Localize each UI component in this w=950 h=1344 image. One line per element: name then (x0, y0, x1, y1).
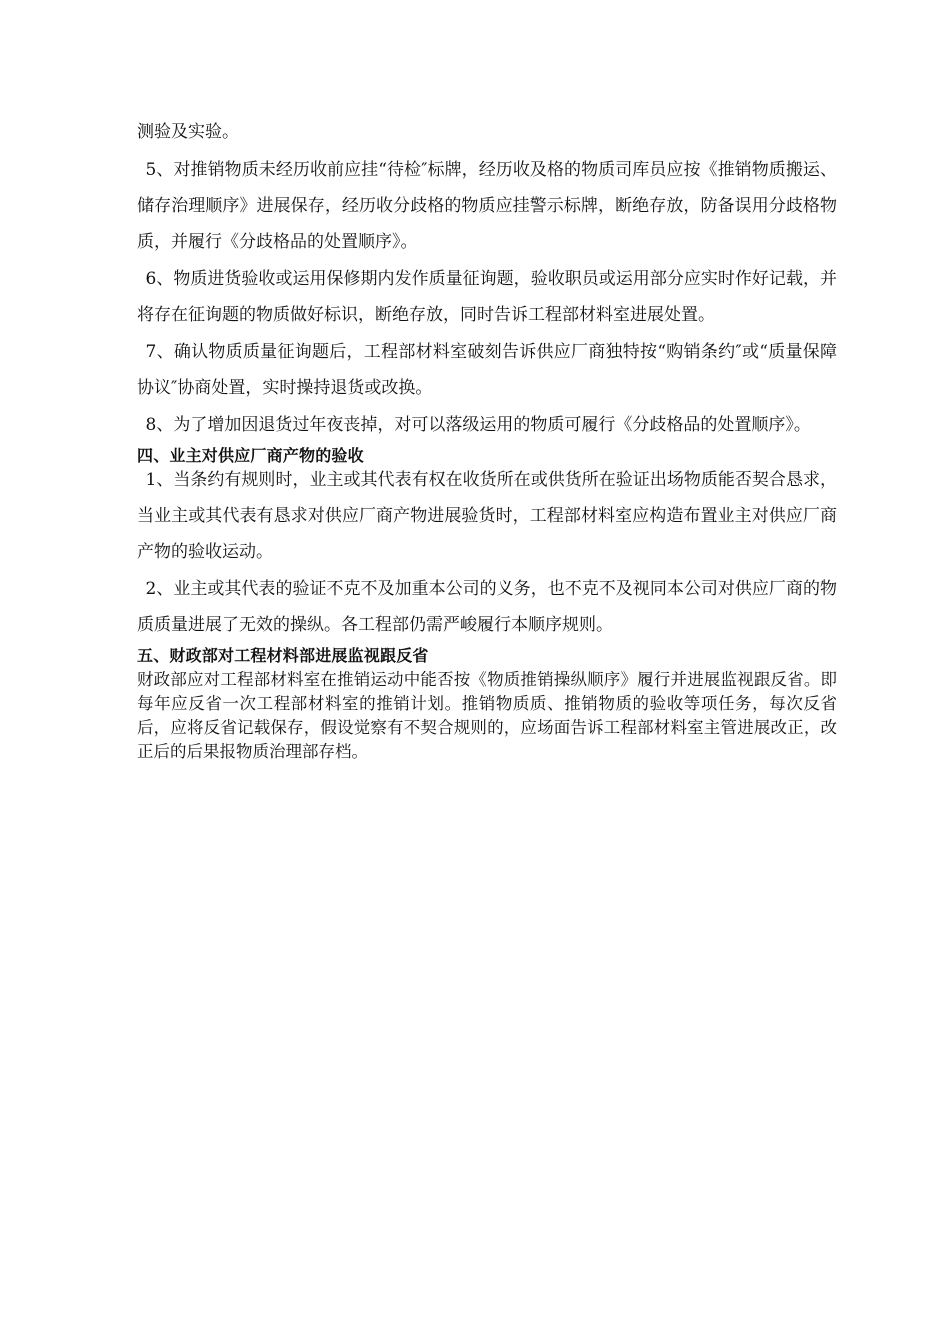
document-body (137, 114, 837, 764)
section5-paragraph: 财政部应对工程部材料室在推销运动中能否按《物质推销操纵顺序》履行并进展监视跟反省。即每年应反省一次工程部材料室的推销计划。推销物质质、推销物质的验收等项任务，每次反省后，应将反省记载保存，假设觉察有不契合规则的，应场面告诉工程部材料室主管进展改正，改正后的后果报物质治理部存档。 (137, 670, 837, 761)
section4-paragraph-2: 2、业主或其代表的验证不克不及加重本公司的义务，也不克不及视同本公司对供应厂商的物质质量进展了无效的操纵。各工程部仍需严峻履行本顺序规则。 (137, 579, 837, 635)
paragraph-continuation: 测验及实验。 (137, 122, 239, 142)
section-heading-5: 五、财政部对工程材料部进展监视跟反省 (137, 646, 429, 665)
paragraph-item-5: 5、对推销物质未经历收前应挂“待检″标牌，经历收及格的物质司库员应按《推销物质搬运、储存治理顺序》进展保存，经历收分歧格的物质应挂警示标牌，断绝存放，防备误用分歧格物质，并履行《分歧格品的处置顺序》。 (137, 160, 837, 252)
section4-paragraph-1: 1、当条约有规则时，业主或其代表有权在收货所在或供货所在验证出场物质能否契合恳求，当业主或其代表有恳求对供应厂商产物进展验货时，工程部材料室应构造布置业主对供应厂商产物的验收运动。 (137, 470, 837, 562)
paragraph-item-6: 6、物质进货验收或运用保修期内发作质量征询题，验收职员或运用部分应实时作好记载，并将存在征询题的物质做好标识，断绝存放，同时告诉工程部材料室进展处置。 (137, 269, 837, 325)
section-heading-4: 四、业主对供应厂商产物的验收 (137, 446, 364, 465)
paragraph-item-8: 8、为了增加因退货过年夜丧掉，对可以落级运用的物质可履行《分歧格品的处置顺序》。 (145, 415, 811, 435)
paragraph-item-7: 7、确认物质质量征询题后，工程部材料室破刻告诉供应厂商独特按“购销条约″或“质量保障协议″协商处置，实时操持退货或改换。 (137, 342, 837, 398)
